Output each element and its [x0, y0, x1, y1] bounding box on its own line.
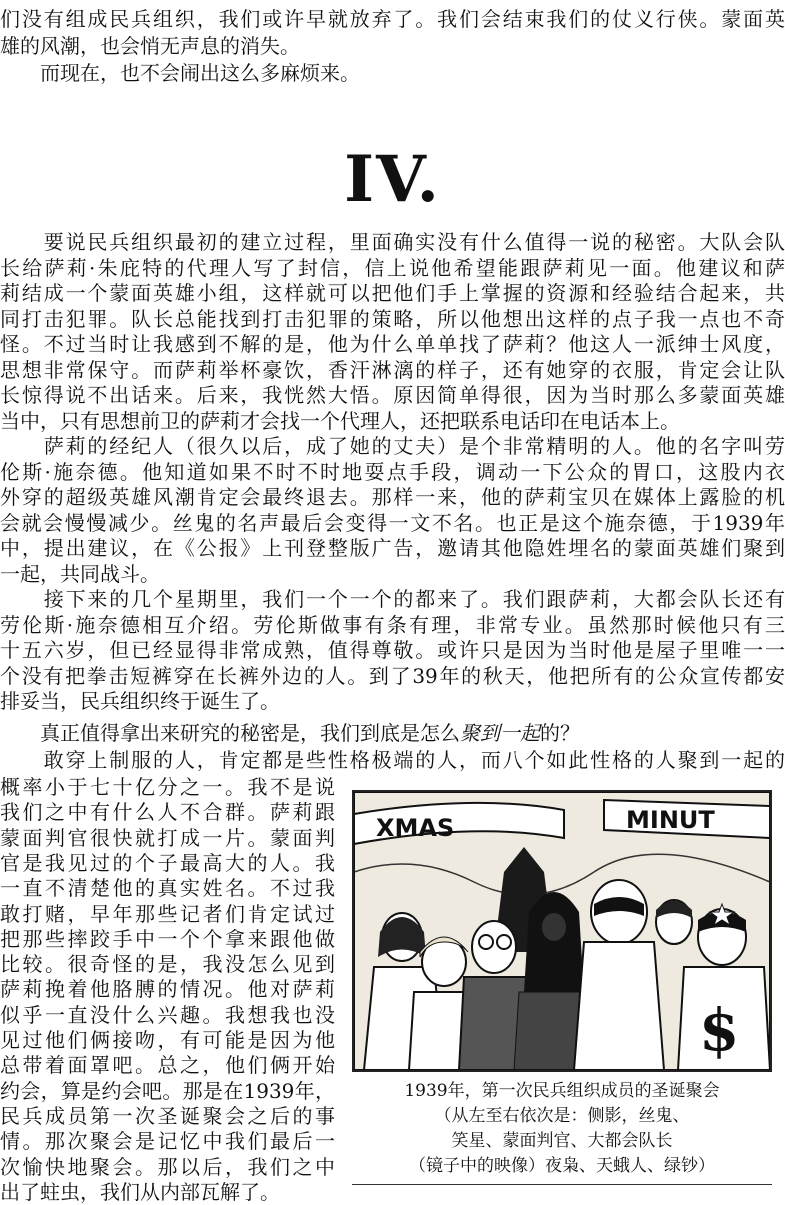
narrow-line: 民兵成员第一次圣诞聚会之后的事 — [0, 1103, 335, 1128]
narrow-line: 次愉快地聚会。那以后，我们之中 — [0, 1154, 335, 1179]
body-line: 怪。不过当时让我感到不解的是，他为什么单单找了萨莉？他这人一派绅士风度， — [0, 332, 785, 356]
body-line: 萨莉的经纪人（很久以后，成了她的丈夫）是个非常精明的人。他的名字叫劳 — [0, 434, 785, 458]
question-emphasis: 聚到一起 — [460, 721, 540, 745]
body-line: 劳伦斯·施奈德相互介绍。劳伦斯做事有条有理，非常专业。虽然那时候他只有三 — [0, 612, 785, 637]
narrow-line: 出了蛀虫，我们从内部瓦解了。 — [0, 1179, 280, 1204]
question-line — [0, 720, 580, 746]
body-line: 排妥当，民兵组织终于诞生了。 — [0, 689, 280, 713]
narrow-line: 约会，算是约会吧。那是在1939年， — [0, 1078, 335, 1103]
body-line: 莉结成一个蒙面英雄小组，这样就可以把他们手上掌握的资源和经验结合起来，共 — [0, 281, 785, 305]
body-line: 长惊得说不出话来。后来，我恍然大悟。原因简单得很，因为当时那么多蒙面英雄 — [0, 383, 785, 407]
body-line-top-2: 雄的风潮，也会悄无声息的消失。 — [0, 34, 300, 58]
illustration-art — [354, 792, 770, 1070]
question-prefix: 真正值得拿出来研究的秘密是，我们到底是怎么 — [0, 721, 460, 745]
body-line: 当中，只有思想前卫的萨莉才会找一个代理人，还把联系电话印在电话本上。 — [0, 408, 680, 433]
body-line: 要说民兵组织最初的建立过程，里面确实没有什么值得一说的秘密。大队会队 — [0, 230, 785, 254]
body-line: 同打击犯罪。队长总能找到打击犯罪的策略，所以他想出这样的点子我一点也不奇 — [0, 306, 785, 331]
banner-left-text: XMAS — [376, 814, 455, 842]
comic-illustration — [352, 790, 772, 1072]
body-line: 会就会慢慢减少。丝鬼的名声最后会变得一文不名。也正是这个施奈德，于1939年 — [0, 510, 785, 535]
caption-line-4: （镜子中的映像）夜枭、天蛾人、绿钞） — [409, 1156, 715, 1176]
narrow-line: 我们之中有什么人不合群。萨莉跟 — [0, 800, 335, 825]
narrow-line: 概率小于七十亿分之一。我不是说 — [0, 775, 335, 799]
question-suffix: 的？ — [540, 721, 580, 745]
young-man-figure — [656, 900, 692, 944]
body-line: 伦斯·施奈德。他知道如果不时不时地耍点手段，调动一下公众的胃口，这股内衣 — [0, 459, 785, 484]
narrow-line: 情。那次聚会是记忆中我们最后一 — [0, 1129, 335, 1154]
caption-rule — [352, 1184, 772, 1185]
narrow-line: 敢打赌，早年那些记者们肯定试过 — [0, 901, 335, 926]
body-line: 个没有把拳击短裤穿在长裤外边的人。到了39年的秋天，他把所有的公众宣传都安 — [0, 663, 785, 688]
body-line: 外穿的超级英雄风潮肯定会最终退去。那样一来，他的萨莉宝贝在媒体上露脸的机 — [0, 485, 785, 509]
narrow-line: 一直不清楚他的真实姓名。不过我 — [0, 876, 335, 901]
narrow-line: 蒙面判官很快就打成一片。蒙面判 — [0, 825, 335, 850]
body-line: 长给萨莉·朱庇特的代理人写了封信，信上说他希望能跟萨莉见一面。他建议和萨 — [0, 255, 785, 280]
narrow-line: 总带着面罩吧。总之，他们俩开始 — [0, 1053, 335, 1078]
narrow-line: 官是我见过的个子最高大的人。我 — [0, 850, 335, 875]
narrow-line: 比较。很奇怪的是，我没怎么见到 — [0, 952, 335, 977]
caption-line-2: （从左至右依次是：侧影，丝鬼、 — [434, 1106, 690, 1126]
body-line-top-1: 们没有组成民兵组织，我们或许早就放弃了。我们会结束我们的仗义行侠。蒙面英 — [0, 7, 785, 31]
body-line: 中，提出建议，在《公报》上刊登整版广告，邀请其他隐姓埋名的蒙面英雄们聚到 — [0, 536, 785, 560]
body-line: 接下来的几个星期里，我们一个一个的都来了。我们跟萨莉，大都会队长还有 — [0, 587, 785, 611]
body-line: 一起，共同战斗。 — [0, 561, 160, 586]
chapter-heading: IV. — [344, 142, 441, 217]
narrow-line: 似乎一直没什么兴趣。我想我也没 — [0, 1002, 335, 1027]
narrow-line: 见过他们俩接吻，有可能是因为他 — [0, 1028, 335, 1052]
body-line: 十五六岁，但已经显得非常成熟，值得尊敬。或许只是因为当时他是屋子里唯一一 — [0, 638, 785, 662]
narrow-line: 把那些摔跤手中一个个拿来跟他做 — [0, 926, 335, 951]
caption-line-1: 1939年，第一次民兵组织成员的圣诞聚会 — [404, 1081, 720, 1101]
body-line-top-3: 而现在，也不会闹出这么多麻烦来。 — [0, 61, 360, 85]
body-line-after-question: 敢穿上制服的人，肯定都是些性格极端的人，而八个如此性格的人聚到一起的 — [0, 748, 785, 772]
narrow-line: 萨莉挽着他胳膊的情况。他对萨莉 — [0, 977, 335, 1002]
banner-right-text: MINUT — [626, 806, 715, 834]
body-line: 思想非常保守。而萨莉举杯豪饮，香汗淋漓的样子，还有她穿的衣服，肯定会让队 — [0, 357, 785, 382]
dollar-emblem: $ — [699, 996, 740, 1064]
caption-line-3: 笑星、蒙面判官、大都会队长 — [451, 1131, 673, 1151]
